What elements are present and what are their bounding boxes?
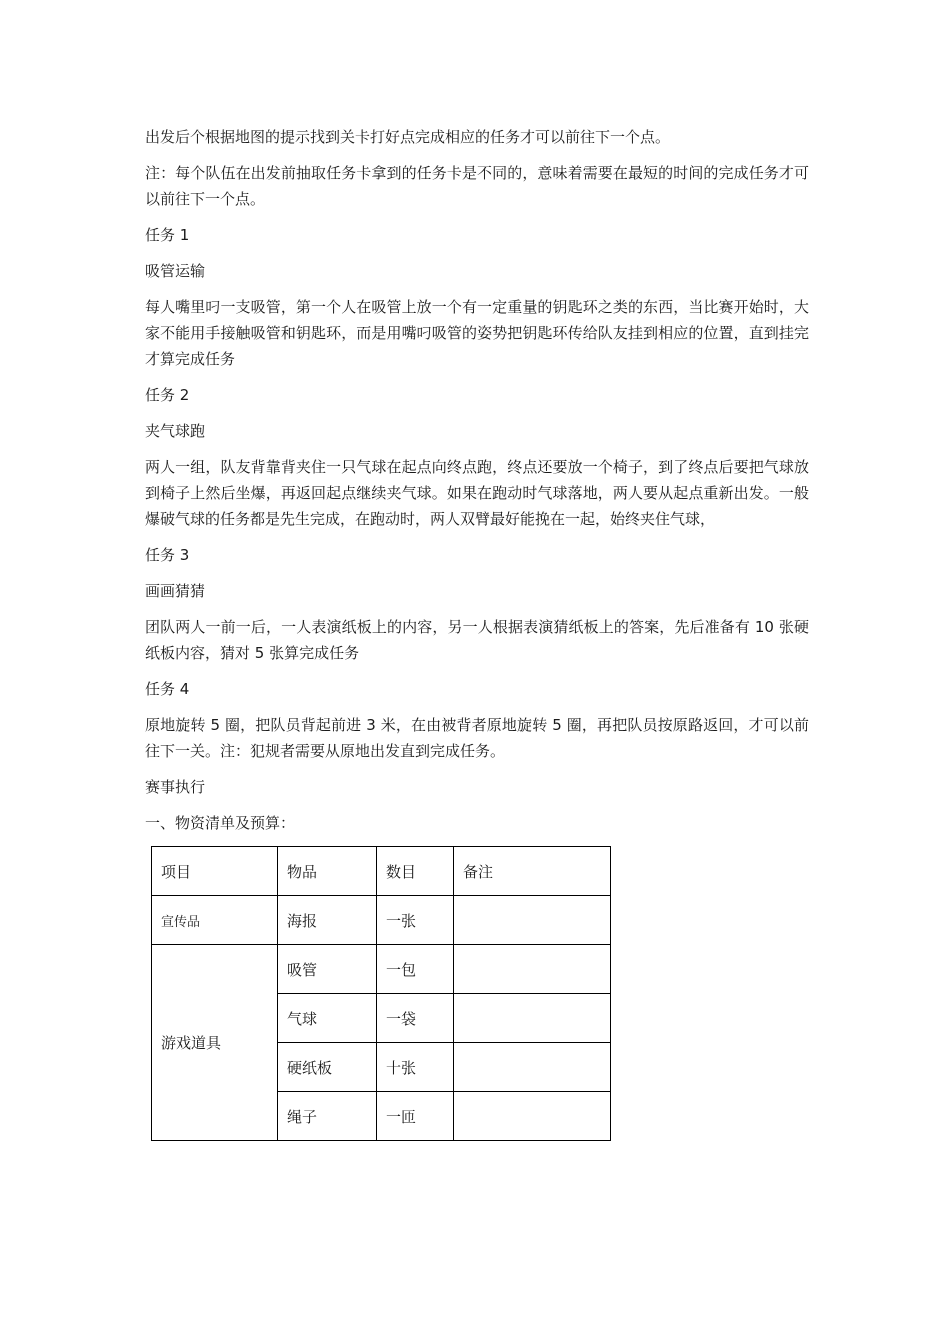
table-cell-note — [454, 896, 611, 945]
task-1-heading: 任务 1 — [145, 226, 190, 244]
table-cell-item: 硬纸板 — [278, 1043, 377, 1092]
table-cell-note — [454, 1092, 611, 1141]
table-cell-qty: 一袋 — [377, 994, 454, 1043]
table-cell-note — [454, 994, 611, 1043]
intro-paragraph: 出发后个根据地图的提示找到关卡打好点完成相应的任务才可以前往下一个点。 — [145, 128, 671, 146]
table-cell-item: 海报 — [278, 896, 377, 945]
task-1-title: 吸管运输 — [145, 262, 206, 280]
table-cell-note — [454, 1043, 611, 1092]
task-4-heading: 任务 4 — [145, 680, 190, 698]
table-row — [152, 896, 611, 945]
table-cell-item: 吸管 — [278, 945, 377, 994]
table-cell-qty: 一匝 — [377, 1092, 454, 1141]
materials-table — [151, 846, 611, 1141]
table-cell-category: 宣传品 — [152, 896, 278, 945]
note-paragraph: 注：每个队伍在出发前抽取任务卡拿到的任务卡是不同的，意味着需要在最短的时间的完成任务才可以前往下一个点。 — [145, 164, 809, 208]
task-3-heading: 任务 3 — [145, 546, 190, 564]
document-page — [145, 124, 809, 1141]
task-2-heading: 任务 2 — [145, 386, 190, 404]
table-cell-qty: 十张 — [377, 1043, 454, 1092]
table-header-cell: 项目 — [152, 847, 278, 896]
table-header-cell: 数目 — [377, 847, 454, 896]
execution-heading: 赛事执行 — [145, 778, 206, 796]
materials-heading: 一、物资清单及预算： — [145, 814, 296, 832]
task-3-description: 团队两人一前一后，一人表演纸板上的内容，另一人根据表演猜纸板上的答案，先后准备有 10 张硬纸板内容，猜对 5 张算完成任务 — [145, 618, 809, 662]
table-header-cell: 备注 — [454, 847, 611, 896]
table-cell-item: 气球 — [278, 994, 377, 1043]
table-header-cell: 物品 — [278, 847, 377, 896]
task-4-description: 原地旋转 5 圈，把队员背起前进 3 米，在由被背者原地旋转 5 圈，再把队员按原路返回，才可以前往下一关。注：犯规者需要从原地出发直到完成任务。 — [145, 716, 809, 760]
table-cell-category: 游戏道具 — [152, 945, 278, 1141]
task-3-title: 画画猜猜 — [145, 582, 206, 600]
task-2-description: 两人一组，队友背靠背夹住一只气球在起点向终点跑，终点还要放一个椅子，到了终点后要把气球放到椅子上然后坐爆，再返回起点继续夹气球。如果在跑动时气球落地，两人要从起点重新出发。一般爆破气球的任务都是先生完成，在跑动时，两人双臂最好能挽在一起，始终夹住气球， — [145, 458, 809, 528]
table-cell-item: 绳子 — [278, 1092, 377, 1141]
table-cell-qty: 一包 — [377, 945, 454, 994]
table-cell-qty: 一张 — [377, 896, 454, 945]
table-row — [152, 945, 611, 994]
table-header-row — [152, 847, 611, 896]
table-cell-note — [454, 945, 611, 994]
task-1-description: 每人嘴里叼一支吸管，第一个人在吸管上放一个有一定重量的钥匙环之类的东西，当比赛开始时，大家不能用手接触吸管和钥匙环，而是用嘴叼吸管的姿势把钥匙环传给队友挂到相应的位置，直到挂完才算完成任务 — [145, 298, 809, 368]
task-2-title: 夹气球跑 — [145, 422, 206, 440]
